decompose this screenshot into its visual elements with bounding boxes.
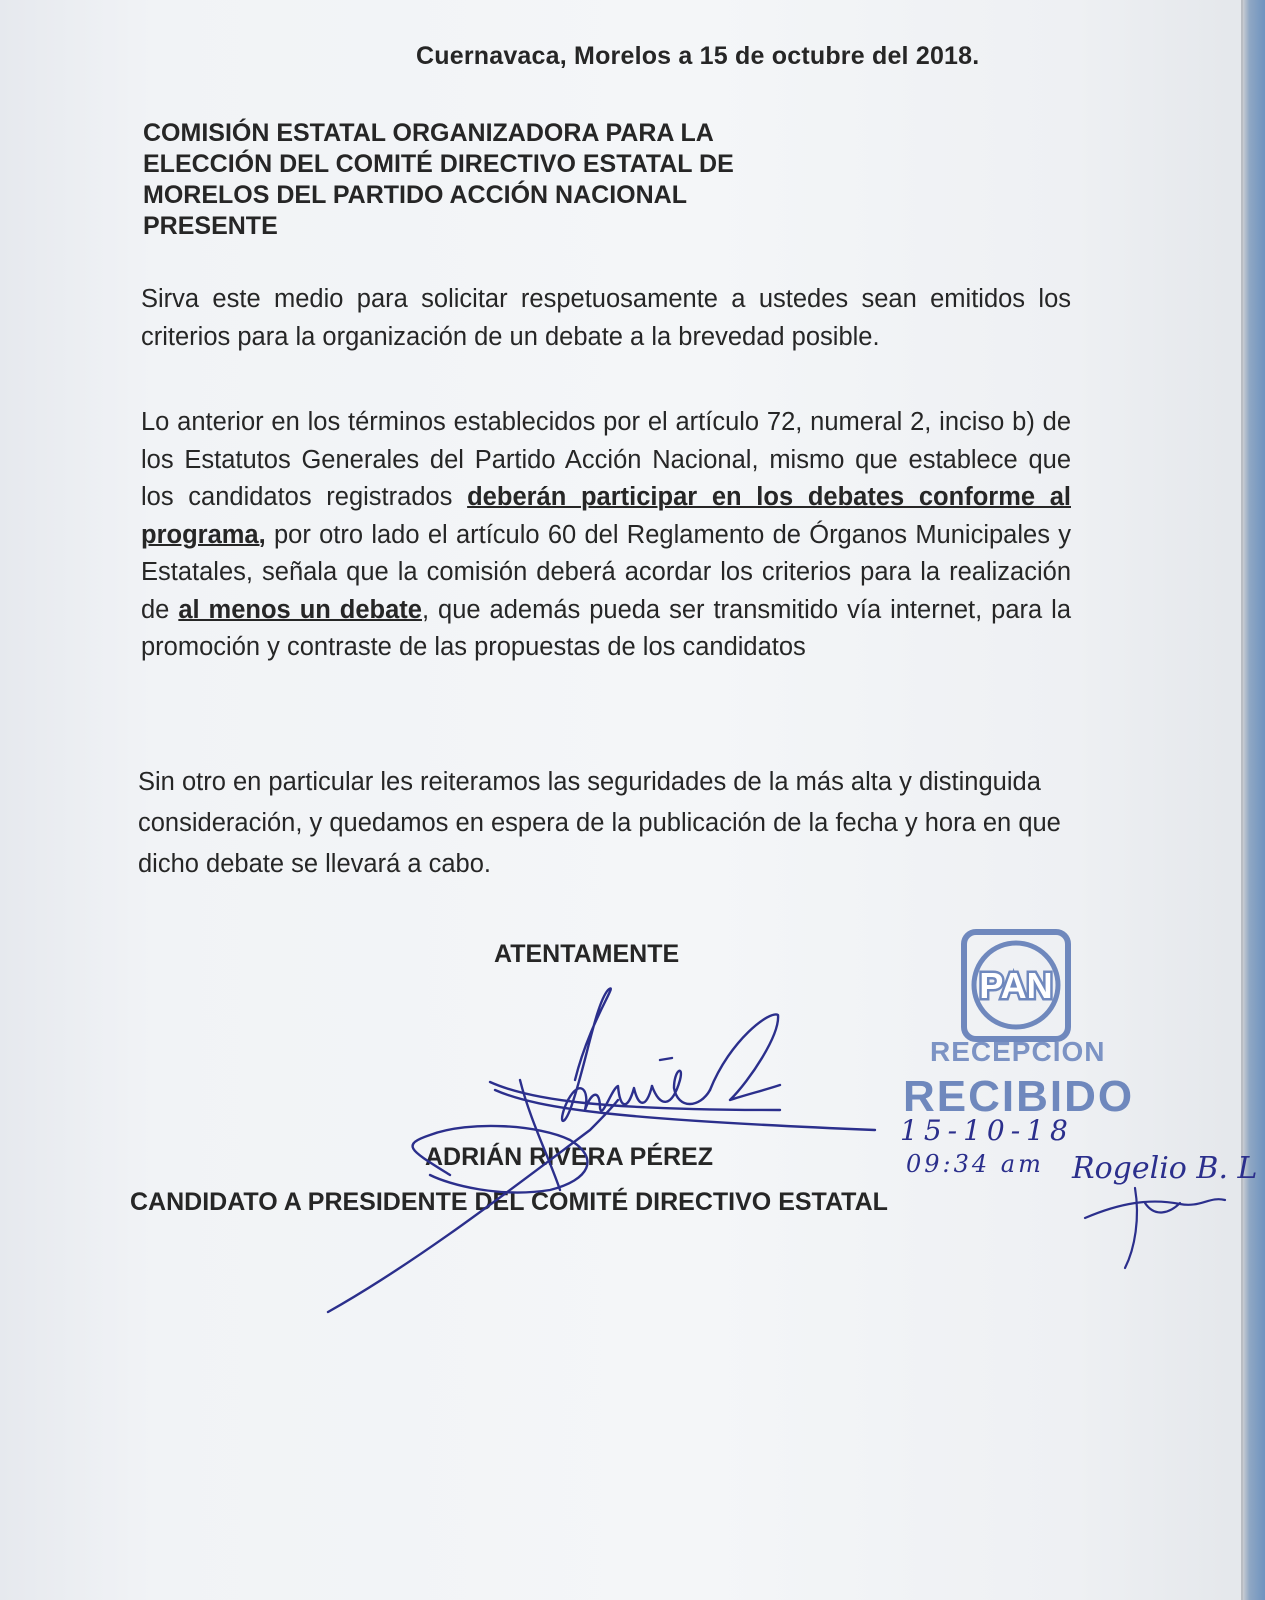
- stamp-recepcion: RECEPCION: [930, 1036, 1106, 1067]
- closing-atentamente: ATENTAMENTE: [494, 940, 680, 968]
- addressee-block: [143, 118, 883, 242]
- addressee-line-3: MORELOS DEL PARTIDO ACCIÓN NACIONAL: [143, 181, 687, 209]
- signer-title: CANDIDATO A PRESIDENTE DEL COMITÉ DIRECTIVO ESTATAL: [130, 1188, 888, 1216]
- paragraph-legal-basis-part-3: , que además pueda ser transmitido vía internet, para la promoción y contraste de las propuestas de los candidatos: [141, 595, 1072, 661]
- handwritten-receiver-name: Rogelio B. L: [1072, 1151, 1258, 1186]
- addressee-line-4: PRESENTE: [143, 212, 278, 240]
- pan-logo-stamp: [960, 928, 1072, 1043]
- paragraph-request: Sirva este medio para solicitar respetuosamente a ustedes sean emitidos los criterios para la organización de un debate a la brevedad posible.: [141, 285, 1071, 351]
- page-edge: [1243, 0, 1265, 1600]
- stamp-recibido: RECIBIDO: [903, 1072, 1135, 1121]
- handwritten-signature: [300, 960, 920, 1340]
- handwritten-time: 09:34 am: [906, 1150, 1044, 1178]
- signer-name: ADRIÁN RIVERA PÉREZ: [425, 1143, 713, 1171]
- addressee-line-1: COMISIÓN ESTATAL ORGANIZADORA PARA LA: [143, 119, 714, 147]
- paragraph-closing: Sin otro en particular les reiteramos las seguridades de la más alta y distinguida consideración, y quedamos en espera de la publicación de la fecha y hora en que dicho debate se llevará a cabo.: [138, 768, 1061, 878]
- handwritten-date: 15-10-18: [900, 1114, 1074, 1147]
- addressee-line-2: ELECCIÓN DEL COMITÉ DIRECTIVO ESTATAL DE: [143, 150, 734, 178]
- emphasis-participate-debates: deberán participar en los debates conforme al programa,: [141, 483, 1071, 549]
- paragraph-legal-basis-part-1: Lo anterior en los términos establecidos por el artículo 72, numeral 2, inciso b) de los Estatutos Generales del Partido Acción Nacional, mismo que establece que los candidatos registrados: [141, 408, 1071, 511]
- pan-logo-text: PAN: [979, 965, 1053, 1006]
- paragraph-legal-basis: [141, 404, 1071, 667]
- stamp-handwritten-notes: [880, 1108, 1265, 1278]
- letter-date: Cuernavaca, Morelos a 15 de octubre del 2018.: [416, 42, 980, 70]
- paragraph-legal-basis-part-2: por otro lado el artículo 60 del Reglamento de Órganos Municipales y Estatales, señala que la comisión deberá acordar los criterios para la realización de: [141, 520, 1071, 624]
- emphasis-at-least-one-debate: al menos un debate: [178, 595, 422, 624]
